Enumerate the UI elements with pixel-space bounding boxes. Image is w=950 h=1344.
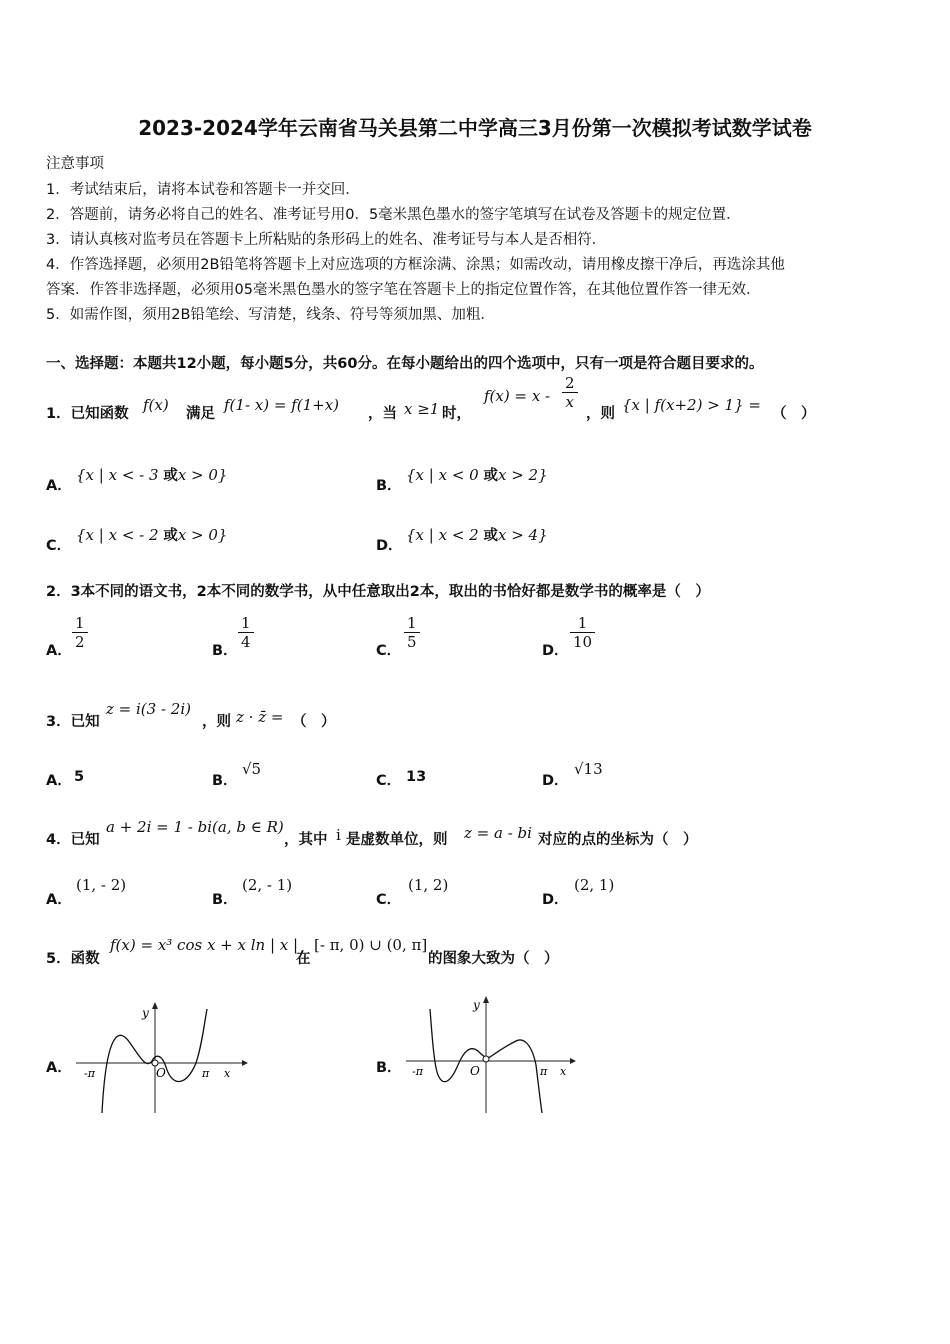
option-or: 或 [483, 468, 498, 484]
note-item: 2．答题前，请务必将自己的姓名、准考证号用0．5毫米黑色墨水的签字笔填写在试卷及答题卡的规定位置． [46, 207, 741, 223]
notes-heading: 注意事项 [46, 156, 104, 172]
y-label: y [473, 998, 480, 1012]
q2-option-d-label[interactable]: D． [542, 643, 569, 659]
q1-prefix: 1．已知函数 [46, 406, 129, 422]
q1-frac-num: 2 [565, 374, 575, 392]
q1-frac-den: x [562, 392, 578, 411]
q4-prefix: 4．已知 [46, 832, 100, 848]
q1-f: f(x) [143, 396, 169, 414]
q2-option-a[interactable] [72, 614, 88, 651]
q2-option-c-label[interactable]: C． [376, 643, 402, 659]
y-label: y [142, 1006, 149, 1020]
q5-option-a-label[interactable]: A． [46, 1060, 72, 1076]
q3-option-b-label[interactable]: B． [212, 773, 238, 789]
q2-option-b[interactable] [238, 614, 254, 651]
q2-option-b-label[interactable]: B． [212, 643, 238, 659]
q2-option-d[interactable] [570, 614, 595, 651]
x-label: x [224, 1067, 231, 1080]
frac-den: 4 [238, 632, 254, 651]
origin-label: O [470, 1064, 480, 1078]
frac-den: 10 [570, 632, 595, 651]
q1-set: {x | f(x+2) > 1} = [622, 396, 761, 414]
option-math: x > 0} [177, 466, 228, 484]
q3-text: ，则 [202, 714, 231, 730]
q1-text: ，则 [586, 406, 615, 422]
q1-option-a[interactable] [76, 464, 227, 485]
q5-option-b-label[interactable]: B． [376, 1060, 402, 1076]
q3-prefix: 3．已知 [46, 714, 100, 730]
frac-num: 1 [577, 614, 588, 632]
q4-option-d-label[interactable]: D． [542, 892, 569, 908]
page-title: 2023-2024学年云南省马关县第二中学高三3月份第一次模拟考试数学试卷 [138, 116, 812, 140]
q4-option-c[interactable]: (1, 2) [408, 876, 449, 894]
q5-text: 的图象大致为（ ） [428, 951, 559, 967]
q1-option-b-label[interactable]: B． [376, 478, 402, 494]
q5-option-b-graph[interactable] [400, 995, 580, 1120]
q2-option-a-label[interactable]: A． [46, 643, 72, 659]
pi-label: π [202, 1067, 210, 1080]
option-math: {x | x < 0 [406, 466, 484, 484]
q4-equation: a + 2i = 1 - bi(a, b ∈ R) [106, 818, 284, 836]
option-or: 或 [483, 528, 498, 544]
q2-text: 2．3本不同的语文书，2本不同的数学书，从中任意取出2本，取出的书恰好都是数学书的概率是（ ） [46, 584, 710, 600]
q1-text: ，当 [368, 406, 397, 422]
q1-paren: （ ） [772, 406, 816, 422]
frac-den: 2 [72, 632, 88, 651]
q3-option-c-label[interactable]: C． [376, 773, 402, 789]
q3-option-a[interactable]: 5 [74, 769, 85, 785]
option-math: x > 2} [497, 466, 548, 484]
q1-fdef: f(x) = x - [484, 387, 551, 405]
option-math: {x | x < - 2 [76, 526, 164, 544]
option-math: x > 0} [177, 526, 228, 544]
frac-num: 1 [75, 614, 85, 632]
frac-num: 1 [407, 614, 417, 632]
q5-function: f(x) = x³ cos x + x ln | x | [110, 936, 299, 954]
q4-text: ，其中 [284, 832, 328, 848]
q3-option-a-label[interactable]: A． [46, 773, 72, 789]
neg-pi-label: -π [412, 1065, 423, 1078]
q1-domain: x ≥1 [404, 400, 440, 418]
q1-fraction [562, 374, 578, 411]
q4-text: 对应的点的坐标为（ ） [538, 832, 698, 848]
hole [483, 1056, 489, 1062]
q3-option-d-label[interactable]: D． [542, 773, 569, 789]
q1-condition: f(1- x) = f(1+x) [224, 396, 340, 414]
section-heading: 一、选择题：本题共12小题，每小题5分，共60分。在每小题给出的四个选项中，只有一项是符合题目要求的。 [46, 356, 764, 372]
y-axis-arrow [483, 996, 489, 1003]
pi-label: π [540, 1065, 548, 1078]
q3-expression: z · z̄ = [236, 708, 284, 726]
q3-paren: （ ） [292, 714, 336, 730]
q5-prefix: 5．函数 [46, 951, 100, 967]
note-item: 4．作答选择题，必须用2B铅笔将答题卡上对应选项的方框涂满、涂黑；如需改动，请用橡皮擦干净后，再选涂其他 [46, 257, 785, 273]
frac-num: 1 [241, 614, 251, 632]
q4-text: 是虚数单位，则 [346, 832, 448, 848]
x-label: x [560, 1065, 567, 1078]
q1-option-c-label[interactable]: C． [46, 538, 72, 554]
q4-option-c-label[interactable]: C． [376, 892, 402, 908]
q3-option-b[interactable]: √5 [242, 760, 262, 778]
frac-den: 5 [404, 632, 420, 651]
q1-text: 满足 [186, 406, 215, 422]
y-axis-arrow [152, 1002, 158, 1009]
option-math: x > 4} [497, 526, 548, 544]
q4-option-a[interactable]: (1, - 2) [76, 876, 127, 894]
option-or: 或 [163, 528, 178, 544]
q5-domain: [- π, 0) ∪ (0, π] [314, 936, 428, 954]
q1-option-b[interactable] [406, 464, 548, 485]
q4-option-a-label[interactable]: A． [46, 892, 72, 908]
option-or: 或 [163, 468, 178, 484]
x-axis-arrow [570, 1058, 576, 1064]
q1-option-c[interactable] [76, 524, 227, 545]
q4-z: z = a - bi [464, 824, 532, 842]
q1-option-d[interactable] [406, 524, 548, 545]
q1-text: 时， [442, 406, 471, 422]
q3-option-c[interactable]: 13 [406, 769, 427, 785]
q4-option-b-label[interactable]: B． [212, 892, 238, 908]
neg-pi-label: -π [84, 1067, 95, 1080]
q3-option-d[interactable]: √13 [574, 760, 603, 778]
x-axis-arrow [242, 1060, 248, 1066]
q5-option-a-graph[interactable] [70, 995, 250, 1120]
q4-option-b[interactable]: (2, - 1) [242, 876, 293, 894]
note-item: 1．考试结束后，请将本试卷和答题卡一并交回． [46, 182, 360, 198]
note-item: 5．如需作图，须用2B铅笔绘、写清楚，线条、符号等须加黑、加粗． [46, 307, 495, 323]
option-math: {x | x < 2 [406, 526, 484, 544]
origin-label: O [156, 1066, 166, 1080]
q5-text: 在 [296, 951, 311, 967]
note-item: 3．请认真核对监考员在答题卡上所粘贴的条形码上的姓名、准考证号与本人是否相符． [46, 232, 607, 248]
option-math: {x | x < - 3 [76, 466, 164, 484]
q3-equation: z = i(3 - 2i) [106, 700, 191, 718]
q1-option-a-label[interactable]: A． [46, 478, 72, 494]
q1-option-d-label[interactable]: D． [376, 538, 403, 554]
note-item: 答案．作答非选择题，必须用05毫米黑色墨水的签字笔在答题卡上的指定位置作答，在其他位置作答一律无效． [46, 282, 761, 298]
q4-i: i [336, 826, 341, 844]
q4-option-d[interactable]: (2, 1) [574, 876, 615, 894]
q2-option-c[interactable] [404, 614, 420, 651]
